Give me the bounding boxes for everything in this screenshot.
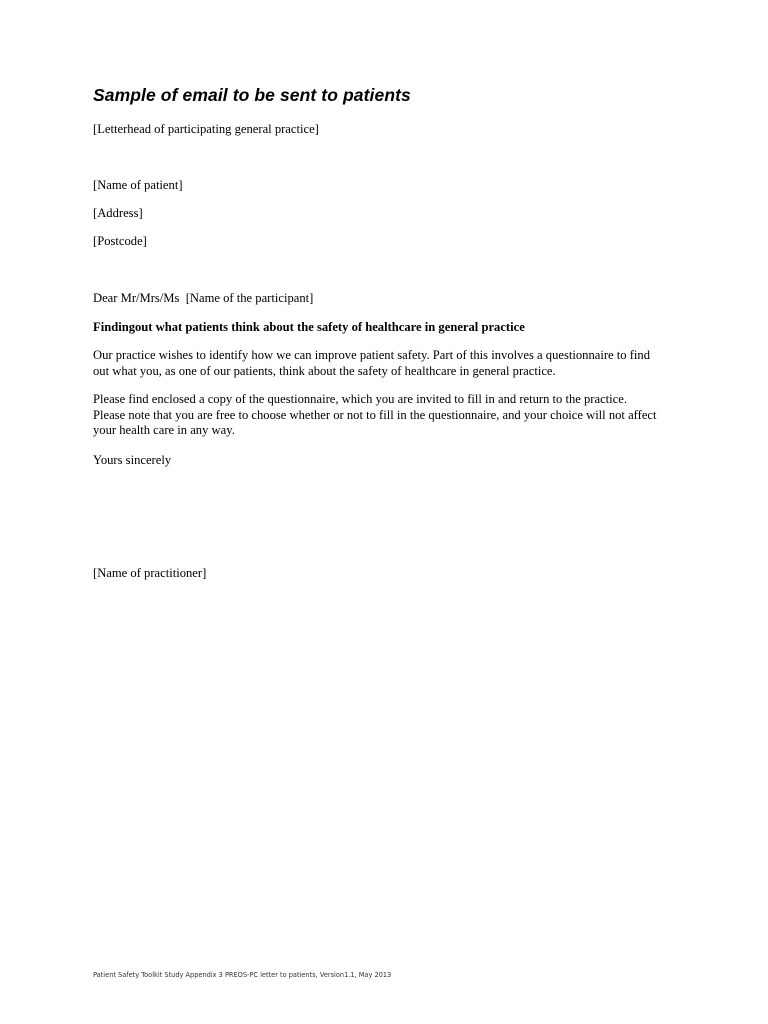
closing: Yours sincerely [93,453,172,467]
document-footer: Patient Safety Toolkit Study Appendix 3 PREOS-PC letter to patients, Version1.1, May 2013 [93,971,392,979]
address-placeholder: [Address] [93,206,143,220]
paragraph-intro [93,348,683,379]
document-title: Sample of email to be sent to patients [93,85,411,105]
paragraph-enclosure [93,392,683,439]
letterhead-placeholder: [Letterhead of participating general practice] [93,122,319,136]
postcode-placeholder: [Postcode] [93,234,147,248]
subject-line: Findingout what patients think about the safety of healthcare in general practice [93,320,525,334]
paragraph-line: Please note that you are free to choose whether or not to fill in the questionnaire, and your choice will not affect [93,407,657,422]
signature-placeholder: [Name of practitioner] [93,566,207,580]
paragraph-line: out what you, as one of our patients, think about the safety of healthcare in general practice. [93,363,556,378]
paragraph-line: Our practice wishes to identify how we can improve patient safety. Part of this involves a questionnaire to find [93,348,651,362]
paragraph-line: your health care in any way. [93,423,235,437]
paragraph-line: Please find enclosed a copy of the questionnaire, which you are invited to fill in and return to the practice. [93,392,628,406]
salutation: Dear Mr/Mrs/Ms [Name of the participant] [93,291,314,305]
patient-name-placeholder: [Name of patient] [93,178,183,192]
